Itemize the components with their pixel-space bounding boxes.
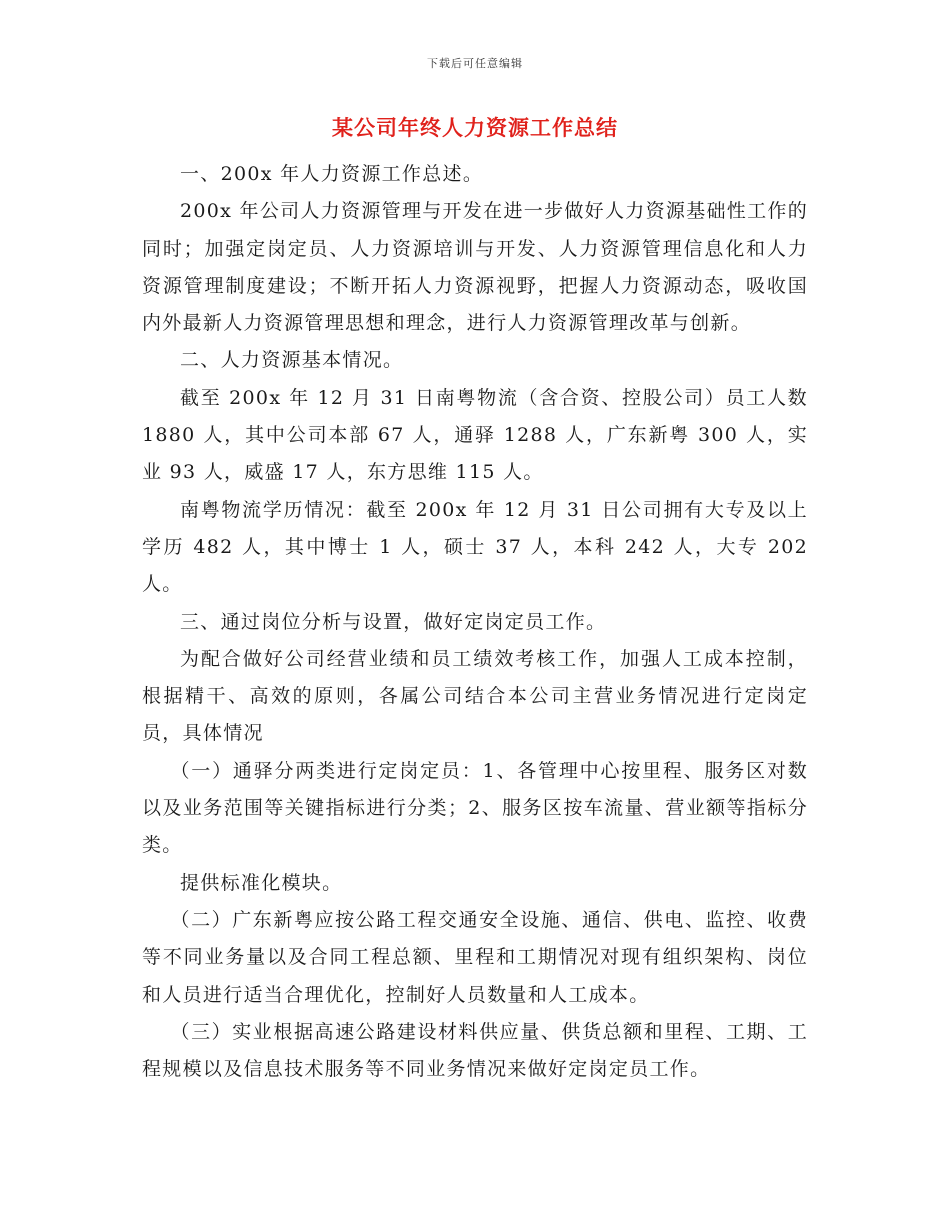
paragraph-item-3: （三）实业根据高速公路建设材料供应量、供货总额和里程、工期、工程规模以及信息技术服务等不同业务情况来做好定岗定员工作。 bbox=[142, 1020, 808, 1081]
paragraph-item-1: （一）通驿分两类进行定岗定员：1、各管理中心按里程、服务区对数以及业务范围等关键指标进行分类；2、服务区按车流量、营业额等指标分类。 bbox=[142, 759, 808, 857]
page-header-note: 下载后可任意编辑 bbox=[427, 57, 523, 70]
section-heading-3: 三、通过岗位分析与设置，做好定岗定员工作。 bbox=[180, 610, 607, 633]
section-heading-1: 一、200x 年人力资源工作总述。 bbox=[180, 163, 484, 185]
paragraph-staffing-intro: 为配合做好公司经营业绩和员工绩效考核工作，加强人工成本控制，根据精干、高效的原则，各属公司结合本公司主营业务情况进行定岗定员，具体情况 bbox=[142, 647, 808, 745]
paragraph-staff-count: 截至 200x 年 12 月 31 日南粤物流（含合资、控股公司）员工人数 1880 人，其中公司本部 67 人，通驿 1288 人，广东新粤 300 人，实业 93 人，威盛 17 人，东方思维 115 人。 bbox=[142, 386, 808, 484]
paragraph-education: 南粤物流学历情况：截至 200x 年 12 月 31 日公司拥有大专及以上学历 482 人，其中博士 1 人，硕士 37 人，本科 242 人，大专 202 人。 bbox=[142, 498, 808, 596]
paragraph-standard-module: 提供标准化模块。 bbox=[180, 871, 343, 894]
paragraph-overview: 200x 年公司人力资源管理与开发在进一步做好人力资源基础性工作的同时；加强定岗定员、人力资源培训与开发、人力资源管理信息化和人力资源管理制度建设；不断开拓人力资源视野，把握人力资源动态，吸收国内外最新人力资源管理思想和理念，进行人力资源管理改革与创新。 bbox=[142, 200, 808, 335]
document-body bbox=[142, 156, 808, 1088]
paragraph-item-2: （二）广东新粤应按公路工程交通安全设施、通信、供电、监控、收费等不同业务量以及合同工程总额、里程和工期情况对现有组织架构、岗位和人员进行适当合理优化，控制好人员数量和人工成本。 bbox=[142, 908, 808, 1006]
document-title: 某公司年终人力资源工作总结 bbox=[332, 115, 618, 140]
section-heading-2: 二、人力资源基本情况。 bbox=[180, 349, 404, 372]
